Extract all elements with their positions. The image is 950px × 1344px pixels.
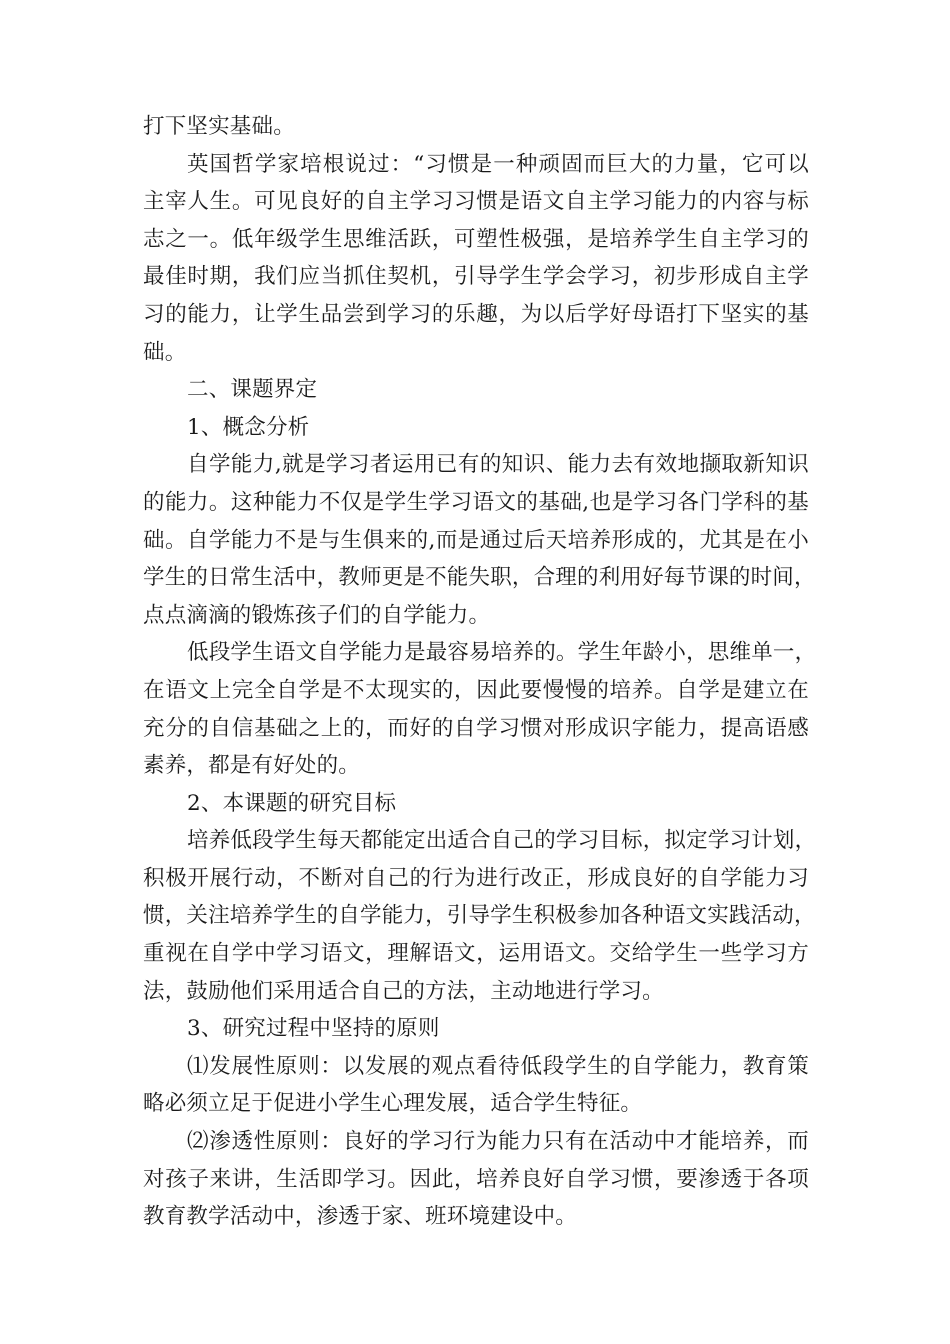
text-line: 在语文上完全自学是不太现实的，因此要慢慢的培养。自学是建立在 [143,677,809,703]
text-line: 惯，关注培养学生的自学能力，引导学生积极参加各种语文实践活动， [143,903,816,929]
text-line: 打下坚实基础。 [143,114,295,139]
text-line: 自学能力,就是学习者运用已有的知识、能力去有效地撷取新知识 [187,452,809,478]
document-body [143,108,817,1236]
text-line: 志之一。低年级学生思维活跃，可塑性极强，是培养学生自主学习的 [143,226,809,252]
text-line: 教育教学活动中，渗透于家、班环境建设中。 [143,1204,578,1230]
text-line: 主宰人生。可见良好的自主学习习惯是语文自主学习能力的内容与标 [143,189,809,215]
text-line: 础。 [143,339,187,365]
text-line: 培养低段学生每天都能定出适合自己的学习目标，拟定学习计划， [187,828,817,854]
text-line: 对孩子来讲，生活即学习。因此，培养良好自学习惯，要渗透于各项 [143,1166,809,1192]
text-line: 法，鼓励他们采用适合自己的方法，主动地进行学习。 [143,978,664,1004]
text-line: 英国哲学家培根说过：“习惯是一种顽固而巨大的力量，它可以 [187,151,809,177]
text-line: ⑵渗透性原则：良好的学习行为能力只有在活动中才能培养，而 [187,1129,809,1155]
text-line: 2、本课题的研究目标 [187,790,397,816]
text-line: 略必须立足于促进小学生心理发展，适合学生特征。 [143,1091,643,1117]
text-line: 习的能力，让学生品尝到学习的乐趣，为以后学好母语打下坚实的基 [143,301,809,327]
text-line: 1、概念分析 [187,414,310,440]
text-line: ⑴发展性原则：以发展的观点看待低段学生的自学能力，教育策 [187,1053,809,1079]
text-line: 素养，都是有好处的。 [143,753,361,779]
text-line: 最佳时期，我们应当抓住契机，引导学生学会学习，初步形成自主学 [143,264,809,290]
text-line: 的能力。这种能力不仅是学生学习语文的基础,也是学习各门学科的基 [143,489,809,515]
text-line: 学生的日常生活中，教师更是不能失职，合理的利用好每节课的时间， [143,565,816,591]
text-line: 积极开展行动，不断对自己的行为进行改正，形成良好的自学能力习 [143,865,809,891]
text-line: 低段学生语文自学能力是最容易培养的。学生年龄小，思维单一， [187,640,817,666]
text-line: 二、课题界定 [187,377,318,403]
text-line: 点点滴滴的锻炼孩子们的自学能力。 [143,602,491,628]
text-line: 充分的自信基础之上的，而好的自学习惯对形成识字能力，提高语感 [143,715,809,741]
text-line: 3、研究过程中坚持的原则 [187,1016,440,1042]
text-line: 重视在自学中学习语文，理解语文，运用语文。交给学生一些学习方 [143,941,809,967]
text-line: 础。自学能力不是与生俱来的,而是通过后天培养形成的，尤其是在小 [143,527,809,553]
